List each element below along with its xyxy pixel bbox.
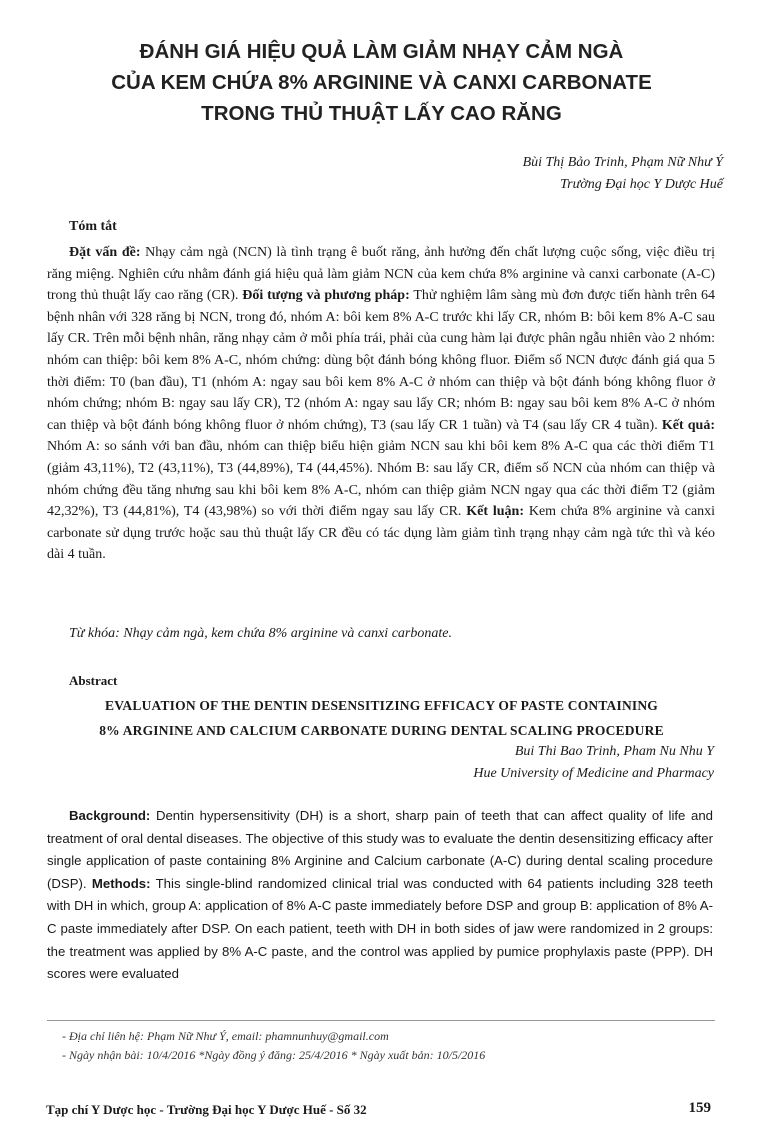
title-line-1: ĐÁNH GIÁ HIỆU QUẢ LÀM GIẢM NHẠY CẢM NGÀ (139, 40, 624, 63)
abstract-paragraph (47, 805, 713, 986)
authors-block (523, 152, 723, 196)
results-label: Kết quả: (661, 417, 716, 433)
author-names: Bùi Thị Bảo Trinh, Phạm Nữ Như Ý (522, 155, 723, 170)
methods-label: Đối tượng và phương pháp: (242, 288, 410, 304)
abstract-methods-label: Methods: (91, 875, 151, 891)
title-line-3: TRONG THỦ THUẬT LẤY CAO RĂNG (201, 102, 562, 125)
abstract-title-line-1: EVALUATION OF THE DENTIN DESENSITIZING EFFICACY OF PASTE CONTAINING (105, 698, 658, 713)
abstract-background-label: Background: (69, 808, 151, 823)
paper-title (60, 36, 703, 129)
methods-text: Thử nghiệm lâm sàng mù đơn được tiến hành trên 64 bệnh nhân với 328 răng bị NCN, trong đó, nhóm A: bôi kem 8% A-C trước khi lấy CR, nhóm B: bôi kem 8% A-C sau lấy CR. Trên mỗi bệnh nhân, răng nhạy cảm ở mỗi phía trái, phải của cung hàm lại được phân ngẫu nhiên vào 2 nhóm: nhóm can thiệp: bôi kem 8% A-C, nhóm chứng: dùng bột đánh bóng không fluor. Điểm số NCN được đánh giá qua 5 thời điểm: T0 (ban đầu), T1 (nhóm A: ngay sau bôi kem 8% A-C ở nhóm can thiệp và bột đánh bóng không fluor ở nhóm chứng; nhóm B: ngay sau lấy CR), T2 (nhóm A: ngay sau lấy CR; nhóm B: ngay sau bôi kem 8% A-C ở nhóm can thiệp và bột đánh bóng không fluor ở nhóm chứng), T3 (sau lấy CR 1 tuần) và T4 (sau lấy CR 4 tuần). (47, 288, 715, 433)
abstract-methods-text: This single-blind randomized clinical trial was conducted with 64 patients including 328 teeth with DH in which, group A: application of 8% A-C paste immediately before DSP and group B: application of 8% A-C paste immediately after DSP. On each patient, teeth with DH in both sides of jaw were randomized in 2 groups: the treatment was applied by 8% A-C paste, and the control was applied by pumice prophylaxis paste (PPP). DH scores were evaluated (47, 875, 714, 982)
keywords-label: Từ khóa: (69, 626, 120, 641)
footnote-dates: - Ngày nhận bài: 10/4/2016 *Ngày đồng ý đăng: 25/4/2016 * Ngày xuất bản: 10/5/2016 (62, 1048, 486, 1062)
results-text: Nhóm A: so sánh với ban đầu, nhóm can thiệp biểu hiện giảm NCN sau khi bôi kem 8% A-C qua các thời điểm T1 (giảm 43,11%), T2 (43,11%), T3 (44,89%), T4 (44,45%). Nhóm B: sau lấy CR, điểm số NCN của nhóm can thiệp và nhóm chứng đều tăng nhưng sau khi bôi kem 8% A-C, nhóm can thiệp giảm NCN ngay qua các thời điểm T2 (giảm 42,32%), T3 (44,81%), T4 (43,98%) so với thời điểm ngay sau lấy CR. (47, 439, 715, 520)
abstract-heading: Abstract (69, 673, 118, 688)
background-label: Đặt vấn đề: (69, 245, 141, 260)
abstract-background-text: Dentin hypersensitivity (DH) is a short, sharp pain of teeth that can affect quality of life and treatment of oral dental diseases. The objective of this study was to evaluate the dentin desensitizing efficacy after single application of paste containing 8% Arginine and Calcium carbonate (A-C) during dental scaling procedure (DSP). (47, 808, 713, 891)
conclusion-text: Kem chứa 8% arginine và canxi carbonate sử dụng trước hoặc sau thủ thuật lấy CR đều có tác dụng làm giảm tình trạng nhạy cảm ngà tức thì và kéo dài 4 tuần. (47, 504, 716, 563)
page-number: 159 (688, 1100, 711, 1116)
keywords-text: Nhạy cảm ngà, kem chứa 8% arginine và canxi carbonate. (123, 626, 452, 641)
footnote-divider (47, 1020, 715, 1021)
conclusion-label: Kết luận: (466, 504, 525, 520)
background-text: Nhạy cảm ngà (NCN) là tình trạng ê buốt răng, ảnh hưởng đến chất lượng cuộc sống, việc điều trị răng miệng. Nghiên cứu nhằm đánh giá hiệu quả làm giảm NCN của kem chứa 8% arginine và canxi carbonate (A-C) trong thủ thuật lấy cao răng (CR). (47, 245, 715, 304)
footnote-contact: - Địa chỉ liên hệ: Phạm Nữ Như Ý, email: phamnunhuy@gmail.com (62, 1029, 389, 1043)
abstract-author-names: Bui Thi Bao Trinh, Pham Nu Nhu Y (514, 744, 714, 759)
keywords-line (69, 626, 452, 642)
abstract-authors-block (473, 741, 714, 785)
summary-paragraph (47, 242, 715, 566)
abstract-affiliation: Hue University of Medicine and Pharmacy (473, 766, 714, 781)
abstract-title (30, 693, 733, 743)
title-line-2: CỦA KEM CHỨA 8% ARGININE VÀ CANXI CARBONATE (111, 71, 652, 94)
journal-footer: Tạp chí Y Dược học - Trường Đại học Y Dược Huế - Số 32 (46, 1102, 367, 1117)
author-affiliation: Trường Đại học Y Dược Huế (560, 177, 723, 192)
summary-heading: Tóm tắt (69, 219, 117, 234)
abstract-title-line-2: 8% ARGININE AND CALCIUM CARBONATE DURING DENTAL SCALING PROCEDURE (99, 723, 664, 738)
footnotes (62, 1027, 485, 1065)
